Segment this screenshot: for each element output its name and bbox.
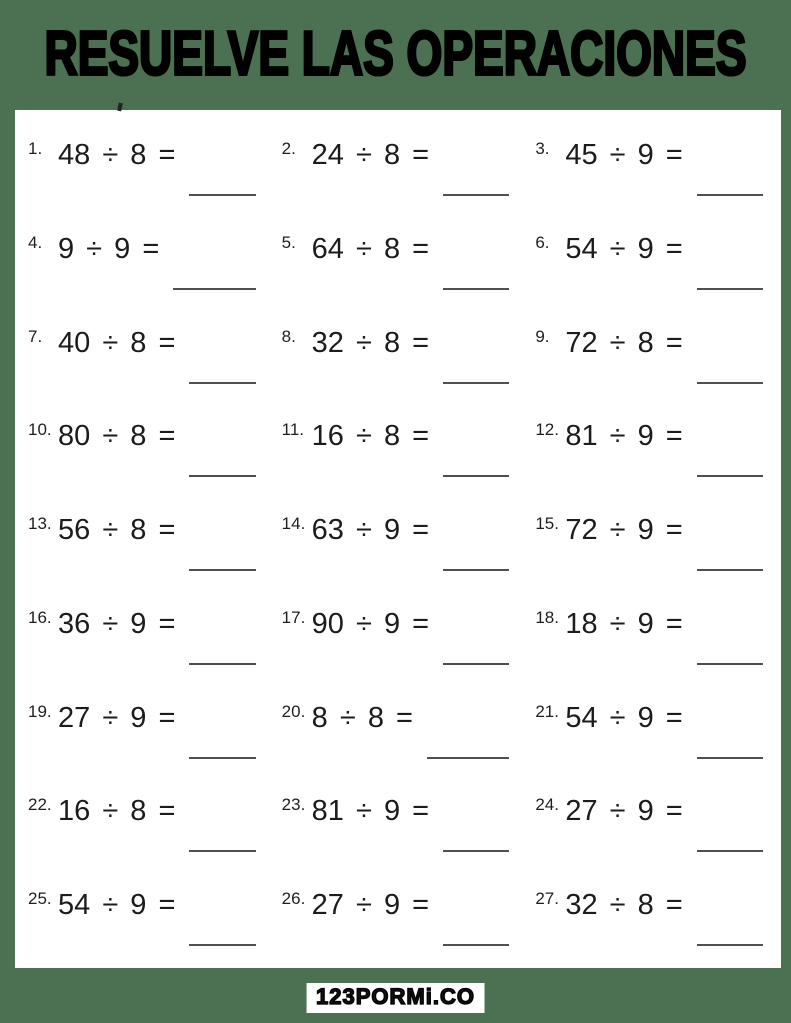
answer-blank: [697, 607, 763, 665]
problem-expression: 24 ÷ 8 =: [311, 139, 430, 171]
problem-expression: 45 ÷ 9 =: [565, 139, 683, 171]
answer-blank: [697, 513, 763, 571]
problem-expression: 81 ÷ 9 =: [311, 795, 430, 828]
problem-item: [28, 780, 266, 874]
answer-blank: [443, 232, 509, 290]
answer-blank: [443, 138, 509, 196]
problem-item: [282, 218, 520, 312]
problems-grid: [28, 124, 773, 968]
problem-item: [282, 687, 520, 781]
answer-blank: [189, 794, 255, 852]
problem-item: [282, 874, 520, 968]
problem-number: 10.: [28, 420, 52, 440]
problem-number: 14.: [281, 514, 306, 534]
answer-blank: [443, 607, 509, 665]
footer-badge: [306, 983, 485, 1013]
answer-blank: [189, 419, 255, 477]
problem-item: [28, 405, 266, 499]
problem-expression: 72 ÷ 8 =: [565, 326, 683, 359]
problem-item: [28, 218, 266, 312]
problem-expression: 40 ÷ 8 =: [58, 326, 176, 359]
problem-expression: 16 ÷ 8 =: [311, 420, 430, 453]
problem-item: [535, 405, 773, 499]
problem-expression: 54 ÷ 9 =: [58, 889, 176, 922]
problem-number: 17.: [281, 607, 306, 627]
problem-number: 22.: [28, 795, 52, 815]
problem-item: [28, 687, 266, 781]
answer-blank: [443, 419, 509, 477]
answer-blank: [189, 326, 255, 384]
answer-blank: [697, 138, 763, 196]
problem-item: [282, 312, 520, 406]
problem-expression: 81 ÷ 9 =: [565, 420, 683, 453]
problem-item: [535, 780, 773, 874]
problem-number: 12.: [535, 420, 559, 440]
problem-item: [535, 593, 773, 687]
problem-number: 27.: [535, 889, 559, 909]
problem-item: [535, 687, 773, 781]
answer-blank: [189, 607, 255, 665]
problem-expression: 16 ÷ 8 =: [58, 795, 176, 828]
worksheet-title-text: RESUELVE LAS OPERACIONES: [44, 17, 747, 89]
problem-item: [282, 593, 520, 687]
problem-expression: 64 ÷ 8 =: [311, 232, 430, 265]
answer-blank: [697, 419, 763, 477]
problem-item: [282, 124, 520, 218]
worksheet-title: [0, 17, 791, 89]
answer-blank: [189, 888, 255, 946]
problem-number: 1.: [28, 139, 43, 158]
answer-blank: [443, 326, 509, 384]
problem-number: 5.: [281, 232, 296, 252]
problem-number: 13.: [28, 514, 52, 534]
problem-number: 20.: [281, 701, 306, 721]
problem-expression: 27 ÷ 9 =: [58, 701, 176, 734]
problem-number: 25.: [28, 889, 52, 909]
problem-item: [535, 874, 773, 968]
answer-blank: [697, 326, 763, 384]
problem-number: 7.: [28, 326, 43, 346]
problem-expression: 32 ÷ 8 =: [311, 326, 430, 359]
problem-expression: 27 ÷ 9 =: [311, 889, 430, 922]
problem-number: 8.: [281, 326, 296, 346]
problem-item: [28, 312, 266, 406]
answer-blank: [189, 701, 255, 759]
problem-number: 23.: [281, 795, 306, 815]
problem-expression: 27 ÷ 9 =: [565, 795, 683, 828]
problem-expression: 32 ÷ 8 =: [565, 889, 683, 922]
problem-number: 11.: [281, 420, 305, 440]
answer-blank: [697, 232, 763, 290]
worksheet-paper: [15, 110, 781, 968]
problem-number: 26.: [281, 889, 306, 909]
problem-number: 15.: [535, 514, 559, 534]
problem-number: 16.: [28, 607, 52, 627]
problem-item: [282, 405, 520, 499]
answer-blank: [189, 138, 255, 196]
answer-blank: [697, 888, 763, 946]
answer-blank: [443, 513, 509, 571]
problem-number: 4.: [28, 232, 43, 252]
problem-number: 3.: [535, 139, 550, 158]
problem-item: [535, 499, 773, 593]
problem-number: 6.: [535, 232, 550, 252]
answer-blank: [697, 794, 763, 852]
answer-blank: [697, 701, 763, 759]
problem-item: [28, 499, 266, 593]
problem-item: [535, 124, 773, 218]
answer-blank: [189, 513, 255, 571]
answer-blank: [173, 232, 255, 290]
problem-item: [535, 312, 773, 406]
problem-expression: 63 ÷ 9 =: [311, 514, 430, 547]
problem-number: 2.: [281, 139, 296, 158]
problem-number: 18.: [535, 607, 559, 627]
footer-site-name: 123PORMi.CO: [316, 984, 475, 1009]
problem-item: [282, 780, 520, 874]
problem-item: [282, 499, 520, 593]
answer-blank: [427, 701, 509, 759]
problem-number: 9.: [535, 326, 550, 346]
answer-blank: [443, 888, 509, 946]
problem-item: [28, 874, 266, 968]
problem-number: 21.: [535, 701, 559, 721]
problem-expression: 54 ÷ 9 =: [565, 232, 683, 265]
problem-expression: 48 ÷ 8 =: [58, 139, 176, 171]
problem-expression: 90 ÷ 9 =: [311, 607, 430, 640]
problem-expression: 56 ÷ 8 =: [58, 514, 176, 547]
problem-item: [28, 124, 266, 218]
problem-item: [535, 218, 773, 312]
answer-blank: [443, 794, 509, 852]
problem-expression: 54 ÷ 9 =: [565, 701, 683, 734]
problem-expression: 9 ÷ 9 =: [58, 232, 160, 265]
problem-number: 19.: [28, 701, 52, 721]
problem-number: 24.: [535, 795, 559, 815]
problem-expression: 36 ÷ 9 =: [58, 607, 176, 640]
problem-expression: 80 ÷ 8 =: [58, 420, 176, 453]
problem-expression: 8 ÷ 8 =: [311, 701, 413, 734]
problem-expression: 72 ÷ 9 =: [565, 514, 683, 547]
problem-item: [28, 593, 266, 687]
problem-expression: 18 ÷ 9 =: [565, 607, 683, 640]
